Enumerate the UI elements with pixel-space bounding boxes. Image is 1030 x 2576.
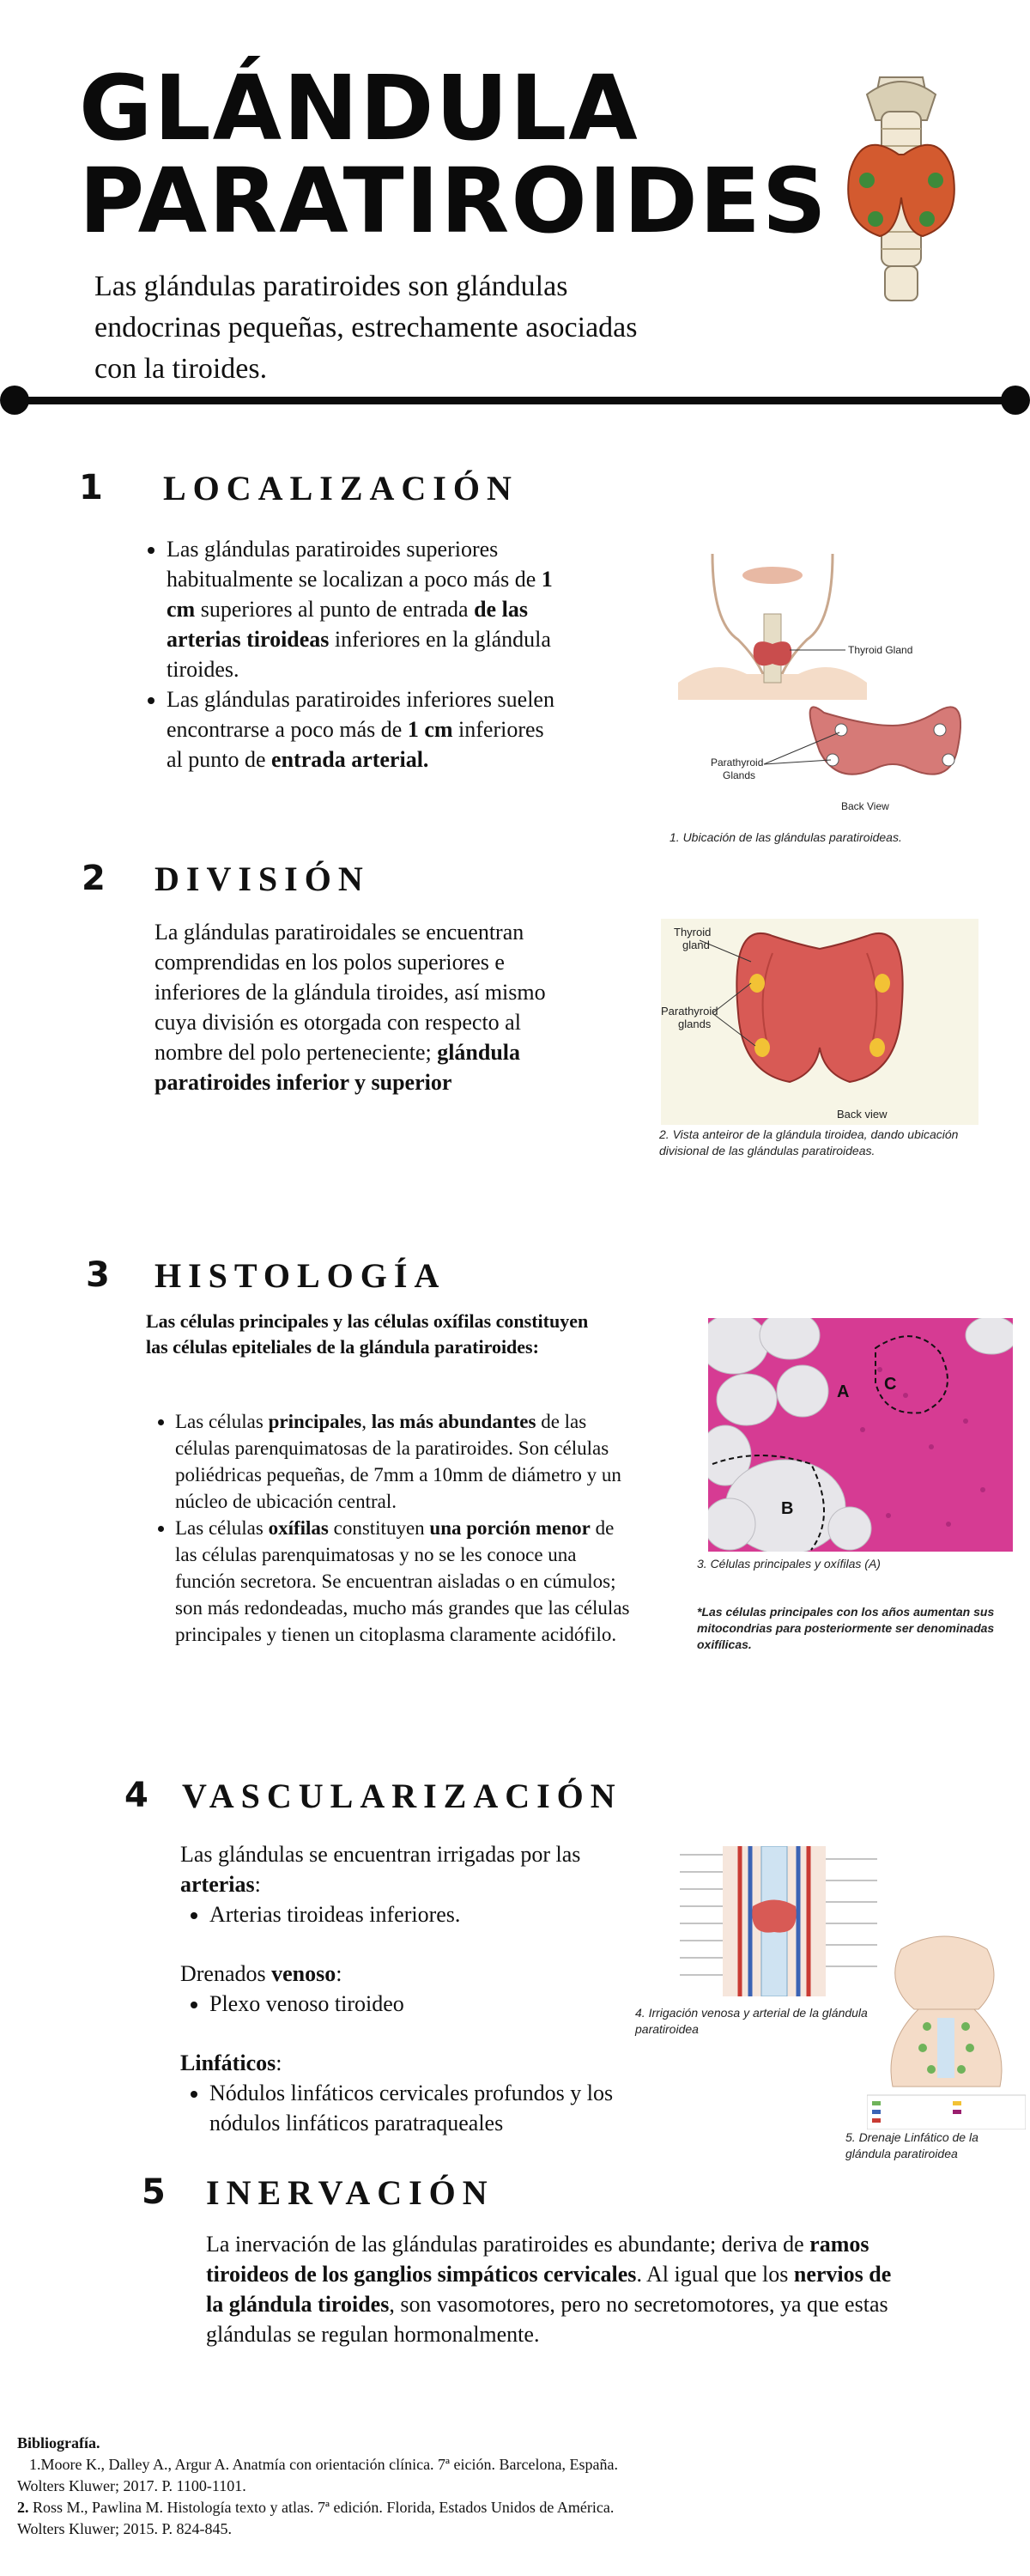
- section-3-text: [146, 1408, 635, 1648]
- figure-2-caption: 2. Vista anteiror de la glándula tiroidea, dando ubicación divisional de las glándulas paratiroideas.: [659, 1127, 959, 1157]
- section-3-lead: Las células principales y las células oxífilas constituyen las células epiteliales de la glándula paratiroides:: [146, 1310, 589, 1358]
- section-5-title: INERVACIÓN: [206, 2173, 494, 2212]
- figure-2-label-gland: gland: [682, 939, 710, 951]
- figure-3-caption: 3. Células principales y oxífilas (A): [697, 1557, 881, 1571]
- figure-3-label-a: A: [837, 1382, 850, 1401]
- irrigation-heading: Las glándulas se encuentran irrigadas por las arterias:: [180, 1842, 581, 1897]
- thyroid-header-illustration: [828, 60, 974, 318]
- venous-item: • Plexo venoso tiroideo: [209, 1989, 661, 2019]
- section-4-title: VASCULARIZACIÓN: [182, 1777, 622, 1815]
- figure-2-label-parathyroid: Parathyroid: [661, 1005, 718, 1018]
- lymphatic-heading: Linfáticos:: [180, 2050, 282, 2075]
- divider-left-dot: [0, 386, 29, 415]
- header-divider: [10, 397, 1020, 404]
- title-line-2: PARATIROIDES: [79, 149, 828, 253]
- section-1-title: LOCALIZACIÓN: [163, 469, 518, 507]
- title-line-1: GLÁNDULA: [79, 56, 639, 161]
- location-bullet-superior: • Las glándulas paratiroides superiores habitualmente se localizan a poco más de 1 cm superiores al punto de entrada de las arterias tiroideas inferiores en la glándula tiroides.: [167, 534, 558, 684]
- irrigation-item: • Arterias tiroideas inferiores.: [209, 1899, 661, 1929]
- histology-bullet-principal: • Las células principales, las más abundantes de las células parenquimatosas de la paratiroides. Son células poliédricas pequeñas, de 7mm a 10mm de diámetro y un núcleo de ubicación central.: [175, 1408, 635, 1515]
- section-4-number: 4: [124, 1776, 148, 1815]
- lymphatic-item: • Nódulos linfáticos cervicales profundos y los nódulos linfáticos paratraqueales: [209, 2078, 661, 2138]
- figure-2-division-illustration: [661, 919, 978, 1125]
- figure-1-label-parathyroid: Parathyroid: [711, 756, 764, 769]
- figure-2-label-glands: glands: [678, 1018, 712, 1030]
- figure-1-label-thyroid: Thyroid Gland: [848, 644, 913, 656]
- reference-1: 1.Moore K., Dalley A., Argur A. Anatmía con orientación clínica. 7ª eición. Barcelona, España. Wolters Kluwer; 2017. P. 1100-1101.: [17, 2456, 618, 2494]
- section-3-number: 3: [86, 1255, 110, 1295]
- section-1-number: 1: [79, 468, 103, 507]
- figure-5-lymphatic-illustration: [867, 1932, 1026, 2129]
- figure-1-label-glands: Glands: [723, 769, 756, 781]
- figure-2-label-thyroid: Thyroid: [674, 926, 712, 939]
- section-3-title: HISTOLOGÍA: [154, 1256, 446, 1295]
- figure-1-label-back-view: Back View: [841, 800, 889, 812]
- figure-3-histology-micrograph: [708, 1318, 1013, 1552]
- histology-bullet-oxyphil: • Las células oxífilas constituyen una porción menor de las células parenquimatosas y no se les conoce una función secretora. Se encuentran aisladas o en cúmulos; son más redondeadas, mucho más grandes que las células principales y tienen un citoplasma claramente acidófilo.: [175, 1515, 635, 1648]
- figure-4-vascular-illustration: [671, 1846, 894, 1996]
- page-title: [79, 56, 828, 253]
- intro-text: Las glándulas paratiroides son glándulas endocrinas pequeñas, estrechamente asociadas con la tiroides.: [94, 270, 638, 385]
- figure-1-location-illustration: [678, 554, 961, 824]
- venous-heading: Drenados venoso:: [180, 1961, 342, 1986]
- section-2-text: La glándulas paratiroidales se encuentran comprendidas en los polos superiores e inferiores de la glándula tiroides, así mismo cuya división es otorgada con respecto al nombre del polo perteneciente; glándula paratiroides inferior y superior: [154, 920, 546, 1095]
- figure-1-caption: 1. Ubicación de las glándulas paratiroideas.: [670, 830, 902, 844]
- divider-right-dot: [1001, 386, 1030, 415]
- location-bullet-inferior: • Las glándulas paratiroides inferiores suelen encontrarse a poco más de 1 cm inferiores al punto de entrada arterial.: [167, 684, 558, 775]
- section-5-text: La inervación de las glándulas paratiroides es abundante; deriva de ramos tiroideos de los ganglios simpáticos cervicales. Al igual que los nervios de la glándula tiroides, son vasomotores, pero no secretomotores, ya que estas glándulas se regulan hormonalmente.: [206, 2232, 892, 2347]
- reference-2: 2. Ross M., Pawlina M. Histología texto y atlas. 7ª edición. Florida, Estados Unidos de América. Wolters Kluwer; 2015. P. 824-845.: [17, 2499, 615, 2537]
- section-1-text: [137, 534, 558, 775]
- bibliography-title: Bibliografía.: [17, 2434, 100, 2451]
- figure-3-label-b: B: [781, 1499, 794, 1518]
- section-4-text: [180, 1839, 661, 2138]
- bibliography: [17, 2433, 635, 2540]
- section-5-number: 5: [142, 2172, 166, 2212]
- figure-4-caption: 4. Irrigación venosa y arterial de la glándula paratiroidea: [635, 2006, 868, 2036]
- section-2-title: DIVISIÓN: [154, 860, 370, 898]
- figure-2-label-back-view: Back view: [837, 1108, 888, 1121]
- figure-3-label-c: C: [884, 1375, 897, 1394]
- figure-5-caption: 5. Drenaje Linfático de la glándula paratiroidea: [845, 2130, 978, 2160]
- figure-3-note: *Las células principales con los años aumentan sus mitocondrias para posteriormente ser denominadas oxifílicas.: [697, 1605, 995, 1651]
- section-2-number: 2: [82, 859, 106, 898]
